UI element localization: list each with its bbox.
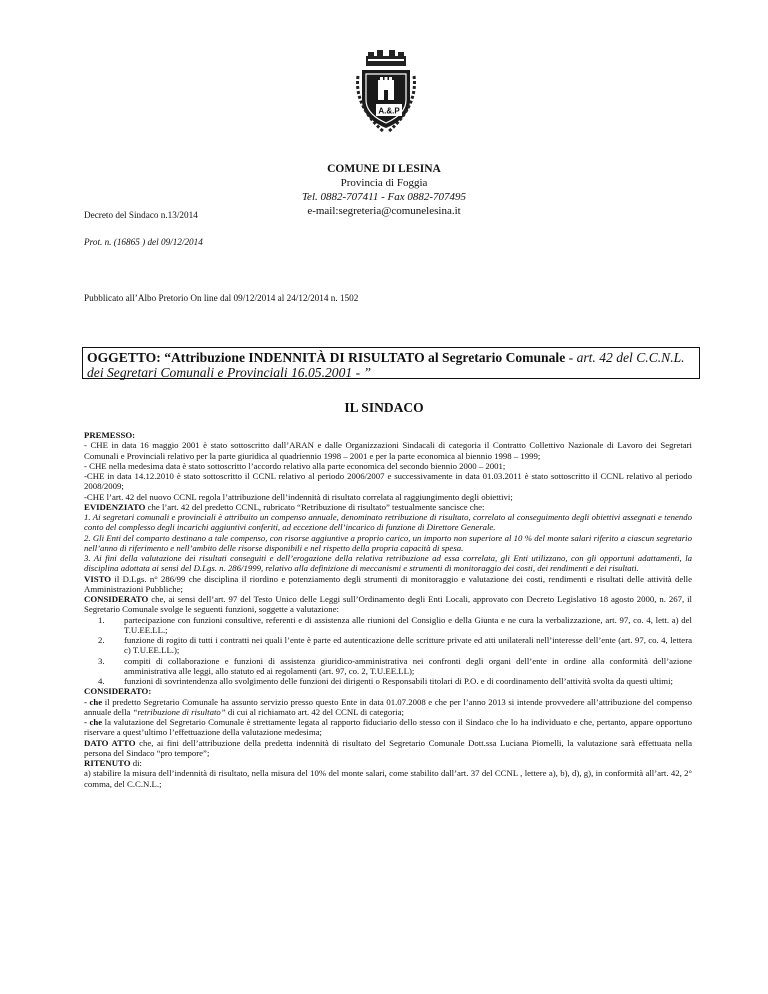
visto-label: VISTO — [84, 573, 112, 584]
che-italic: “retribuzione di risultato” — [132, 706, 226, 717]
list-number: 2. — [98, 635, 105, 645]
commune-name: COMUNE DI LESINA — [327, 163, 441, 175]
evidenziato-paragraph — [84, 502, 692, 512]
decree-body — [84, 430, 692, 789]
list-number: 3. — [98, 655, 105, 666]
functions-list — [84, 615, 692, 687]
ritenuto-label: RITENUTO — [84, 758, 131, 768]
visto-paragraph — [84, 574, 692, 595]
list-text: partecipazione con funzioni consultive, referenti e di assistenza alle riunioni del Consiglio e della Giunta e ne cura la verbalizzazione, art. 97, co. 4, lett. a) del T.U.EE.LL.; — [124, 614, 692, 635]
che-label: - che — [84, 696, 103, 707]
list-item — [84, 676, 692, 686]
dato-atto-label: DATO ATTO — [84, 737, 136, 748]
dato-atto-paragraph — [84, 738, 692, 759]
che-label: - che — [84, 717, 103, 727]
dato-atto-text: che, ai fini dell’attribuzione della predetta indennità di risultato del Segretario Comunale Dott.ssa Luciana Piomelli, la valutazione sarà effettuata nella persona del Sindaco “pro tempore”; — [84, 737, 692, 758]
premesso-paragraph: - CHE in data 16 maggio 2001 è stato sottoscritto dall’ARAN e dalle Organizzazioni Sindacali di categoria il Contratto Collettivo Nazionale di Lavoro dei Segretari Comunali e Provinciali relativo per la parte giuridica al quadriennio 1998 – 2001 e per la parte economica al biennio 1998 – 1999; — [84, 440, 692, 461]
considerato-label: CONSIDERATO — [84, 594, 149, 604]
svg-text:A.&.P: A.&.P — [378, 106, 400, 116]
quoted-clause: 3. Ai fini della valutazione dei risultati conseguiti e dell’erogazione della relativa retribuzione ad essa correlata, gli Enti utilizzano, con gli opportuni adattamenti, la disciplina adottata ai sensi del D.Lgs. n. 286/1999, relativo alla definizione di meccanismi e strumenti di monitoraggio dei costi, dei rendimenti e dei risultati. — [84, 553, 692, 574]
quoted-clause: 1. Ai segretari comunali e provinciali è attribuito un compenso annuale, denominato retribuzione di risultato, correlato al conseguimento degli obiettivi assegnati e tenendo conto del complesso degli incarichi aggiuntivi conferiti, ad eccezione dell’incarico di funzione di Direttore Generale. — [84, 512, 692, 533]
premesso-paragraph: -CHE in data 14.12.2010 è stato sottoscritto il CCNL relativo al periodo 2006/2007 e successivamente in data 01.03.2011 è stato sottoscritto il CCNL relativo al periodo 2008/2009; — [84, 471, 692, 492]
evidenziato-label: EVIDENZIATO — [84, 501, 146, 512]
che-text: il predetto Segretario Comunale ha assunto servizio presso questo Ente in data 01.07.2008 e che per l’anno 2013 si intende provvedere all’attribuzione del compenso annuale della — [84, 696, 692, 717]
mayor-heading: IL SINDACO — [344, 400, 424, 415]
ritenuto-suffix: di: — [130, 758, 142, 768]
considerato-paragraph — [84, 594, 692, 615]
email: e-mail:segreteria@comunelesina.it — [307, 205, 461, 217]
ritenuto-heading-line — [84, 758, 692, 768]
list-item — [84, 615, 692, 636]
list-text: funzioni di sovrintendenza allo svolgimento delle funzioni dei dirigenti o Responsabili titolari di P.O. e di coordinamento dell’attività svolta da questi ultimi; — [124, 676, 673, 686]
list-number: 4. — [98, 676, 105, 686]
subject-title: “Attribuzione INDENNITÀ DI RISULTATO al Segretario Comunale — [164, 350, 566, 365]
considerato-text: che, ai sensi dell’art. 97 del Testo Unico delle Leggi sull’Ordinamento degli Enti Locali, approvato con Decreto Legislativo 18 agosto 2000, n. 267, il Segretario Comunale svolge le seguenti funzioni, soggette a valutazione: — [84, 594, 692, 615]
subject-label: OGGETTO: — [87, 350, 161, 365]
evidenziato-text: che l’art. 42 del predetto CCNL, rubricato “Retribuzione di risultato” testualmente sancisce che: — [145, 501, 485, 512]
che-text: di cui al richiamato art. 42 del CCNL di categoria; — [225, 706, 404, 717]
considerato2-heading: CONSIDERATO: — [84, 686, 152, 697]
protocol-number: Prot. n. (16865 ) del 09/12/2014 — [84, 237, 203, 247]
considerato2-paragraph — [84, 717, 692, 738]
list-item — [84, 656, 692, 677]
province: Provincia di Foggia — [340, 177, 428, 189]
ritenuto-item: a) stabilire la misura dell’indennità di risultato, nella misura del 10% del monte salari, come stabilito dall’art. 37 del CCNL , lettere a), b), d), g), in conformità all’art. 42, 2° comma, del C.C.N.L.; — [84, 768, 692, 789]
publication-notice: Pubblicato all’Albo Pretorio On line dal 09/12/2014 al 24/12/2014 n. 1502 — [84, 293, 359, 303]
subject-reference: - art. 42 del C.C.N.L. dei Segretari Comunali e Provinciali 16.05.2001 - ” — [87, 350, 685, 380]
list-text: compiti di collaborazione e funzioni di assistenza giuridico-amministrativa nei confronti degli organi dell’ente in ordine alla conformità dell’azione amministrativa alle leggi, allo statuto ed ai regolamenti (art. 97, co. 2, T.U.EE.LL); — [124, 655, 692, 676]
che-text: la valutazione del Segretario Comunale è strettamente legata al rapporto fiduciario dello stesso con il Sindaco che lo ha individuato e che, pertanto, appare opportuno riservare a quest’ultimo l’effettuazione della valutazione medesima; — [84, 717, 692, 738]
list-item — [84, 635, 692, 656]
considerato2-paragraph — [84, 697, 692, 718]
list-number: 1. — [98, 614, 105, 625]
quoted-clause: 2. Gli Enti del comparto destinano a tale compenso, con risorse aggiuntive a proprio carico, un importo non superiore al 10 % del monte salari riferito a ciascun segretario nell’anno di riferimento e nell’ambito delle risorse disponibili e nel rispetto della propria capacità di spesa. — [84, 532, 692, 553]
phone-fax: Tel. 0882-707411 - Fax 0882-707495 — [301, 191, 467, 203]
decree-number: Decreto del Sindaco n.13/2014 — [84, 210, 198, 220]
premesso-paragraph: -CHE l’art. 42 del nuovo CCNL regola l’attribuzione dell’indennità di risultato correlata al raggiungimento degli obiettivi; — [84, 491, 513, 502]
municipal-crest-icon — [354, 46, 418, 134]
visto-text: il D.Lgs. n° 286/99 che disciplina il riordino e potenziamento degli strumenti di monitoraggio e valutazione dei costi, rendimenti e risultati delle attività delle Amministrazioni Pubbliche; — [84, 573, 692, 594]
premesso-paragraph: - CHE nella medesima data è stato sottoscritto l’accordo relativo alla parte economica del secondo biennio 2000 – 2001; — [84, 460, 506, 471]
subject-box — [82, 347, 700, 379]
premesso-heading: PREMESSO: — [84, 430, 136, 440]
list-text: funzione di rogito di tutti i contratti nei quali l’ente è parte ed autenticazione delle scritture private ed atti unilaterali nell’interesse dell’ente (art. 97, co. 4, lettera c) T.U.EE.LL.); — [124, 635, 692, 656]
